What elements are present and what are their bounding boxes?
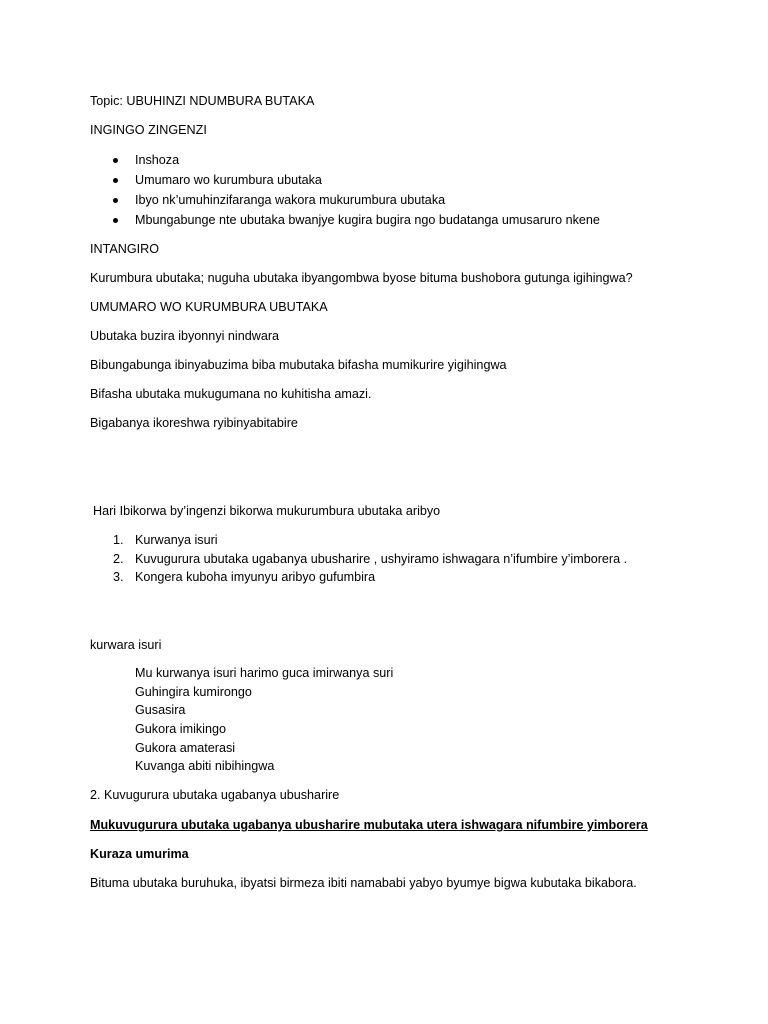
- main-points-heading: INGINGO ZINGENZI: [90, 123, 207, 137]
- document-page: Topic: UBUHINZI NDUMBURA BUTAKA INGINGO ZINGENZI Inshoza Umumaro wo kurumbura ubutaka Ibyo nk’umuhinzifaranga wakora mukurumbura ubutaka Mbungabunge nte ubutaka bwanjye kugira bugira ngo budatanga umusaruro nkene INTANGIRO Kurumbura ubutaka; nuguha ubutaka ibyangombwa byose bituma bushobora gutunga igihingwa? UMUMARO WO KURUMBURA UBUTAKA Ubutaka buzira ibyonnyi nindwara Bibungabunga ibinyabuzima biba mubutaka bifasha mumikurire yigihingwa Bifasha ubutaka mukugumana no kuhitisha amazi. Bigabanya ikoreshwa ryibinyabitabire Hari Ibikorwa by’ingenzi bikorwa mukurumbura ubutaka aribyo 1. Kurwanya isuri 2. Kuvugurura ubutaka ugabanya ubusharire , ushyiramo ishwagara n’ifumbire y’imborera . 3. Kongera kuboha imyunyu aribyo gufumbira kurwara isuri Mu kurwanya isuri harimo guca imirwanya suri Guhingira kumirongo Gusasira Gukora imikingo Gukora amaterasi Kuvanga abiti nibihingwa 2. Kuvugurura ubutaka ugabanya ubusharire Mukuvugurura ubutaka ugabanya ubusharire mubutaka utera ishwagara nifumbire yimborera Kuraza umurima Bituma ubutaka buruhuka, ibyatsi birmeza ibiti namababi yabyo byumye bigwa kubutaka bikabora.: [90, 94, 648, 890]
- bullet-icon: [113, 178, 118, 183]
- bullet-icon: [113, 158, 118, 163]
- section2-underlined-text: Mukuvugurura ubutaka ugabanya ubusharire mubutaka utera ishwagara nifumbire yimborera: [90, 818, 648, 832]
- erosion-point: Gukora amaterasi: [135, 741, 236, 755]
- importance-point: Ubutaka buzira ibyonnyi nindwara: [90, 329, 280, 343]
- importance-point: Bibungabunga ibinyabuzima biba mubutaka bifasha mumikurire yigihingwa: [90, 358, 507, 372]
- importance-point: Bigabanya ikoreshwa ryibinyabitabire: [90, 416, 298, 430]
- bullet-icon: [113, 198, 118, 203]
- intro-text: Kurumbura ubutaka; nuguha ubutaka ibyangombwa byose bituma bushobora gutunga igihingwa?: [90, 271, 633, 285]
- topic-line: Topic: UBUHINZI NDUMBURA BUTAKA: [90, 94, 315, 108]
- importance-point: Bifasha ubutaka mukugumana no kuhitisha amazi.: [90, 387, 372, 401]
- section2-bold-text: Kuraza umurima: [90, 847, 189, 861]
- erosion-point: Guhingira kumirongo: [135, 685, 252, 699]
- activities-intro: Hari Ibikorwa by’ingenzi bikorwa mukurumbura ubutaka aribyo: [93, 504, 441, 518]
- erosion-point: Gusasira: [135, 703, 186, 717]
- erosion-point: Kuvanga abiti nibihingwa: [135, 759, 275, 773]
- section2-heading: 2. Kuvugurura ubutaka ugabanya ubusharire: [90, 788, 340, 802]
- erosion-point: Gukora imikingo: [135, 722, 226, 736]
- erosion-heading: kurwara isuri: [90, 638, 162, 652]
- bullet-icon: [113, 218, 118, 223]
- intro-heading: INTANGIRO: [90, 242, 160, 256]
- importance-heading: UMUMARO WO KURUMBURA UBUTAKA: [90, 300, 328, 314]
- section2-text: Bituma ubutaka buruhuka, ibyatsi birmeza ibiti namababi yabyo byumye bigwa kubutaka bikabora.: [90, 876, 637, 890]
- erosion-point: Mu kurwanya isuri harimo guca imirwanya suri: [135, 666, 394, 680]
